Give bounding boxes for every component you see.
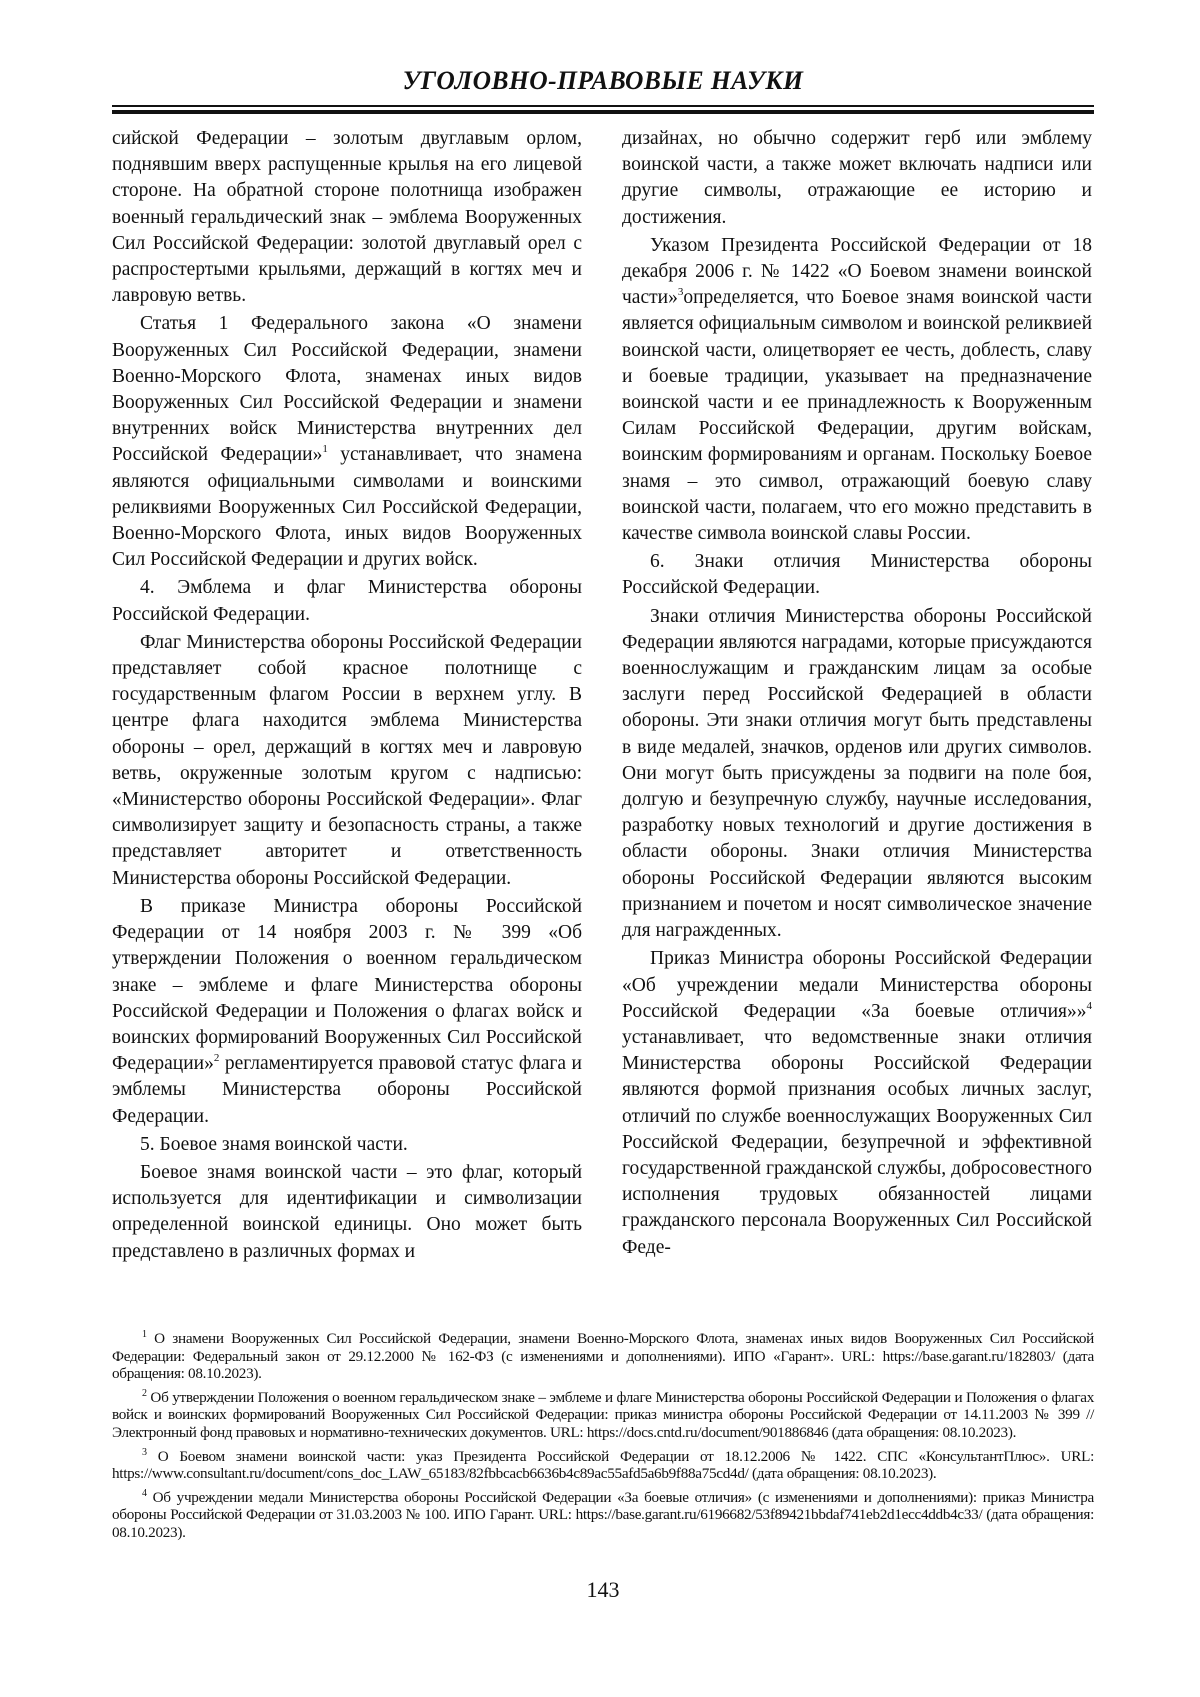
footnote-ref[interactable]: 1 (322, 443, 328, 456)
paragraph: дизайнах, но обычно содержит герб или эмблему воинской части, а также может включать надписи или другие символы, отражающие ее историю и достижения. (622, 128, 1092, 228)
paragraph-text: Статья 1 Федерального закона «О знамени Вооруженных Сил Российской Федерации, знамени Военно-Морского Флота, знаменах иных видов Вооруженных Сил Российской Федерации и знамени внутренних войск Министерства внутренних дел Российской Федерации» (112, 313, 582, 466)
footnote (112, 1489, 1094, 1542)
paragraph (622, 946, 1092, 1260)
page-number: 143 (586, 1577, 620, 1602)
paragraph-text: устанавливает, что ведомственные знаки отличия Министерства обороны Российской Федерации являются формой признания особых личных заслуг, отличий по службе военнослужащих Вооруженных Сил Российской Федерации, безупречной и эффективной государственной гражданской службы, добросовестного исполнения трудовых обязанностей лицами гражданского персонала Вооруженных Сил Российской Феде- (622, 1026, 1092, 1258)
paragraph-text: регламентируется правовой статус флага и эмблемы Министерства обороны Российской Федерации. (112, 1053, 582, 1127)
paragraph-text: В приказе Министра обороны Российской Федерации от 14 ноября 2003 г. № 399 «Об утверждении Положения о военном геральдическом знаке – эмблеме и флаге Министерства обороны Российской Федерации и Положения о флагах войск и воинских формирований Вооруженных Сил Российской Федерации» (112, 895, 582, 1075)
paragraph (622, 233, 1092, 547)
paragraph: Знаки отличия Министерства обороны Российской Федерации являются наградами, которые присуждаются военнослужащим и гражданским лицам за особые заслуги перед Российской Федерацией в области обороны. Эти знаки отличия могут быть представлены в виде медалей, значков, орденов или других символов. Они могут быть присуждены за подвиги на поле боя, долгую и безупречную службу, научные исследования, разработку новых технологий и другие достижения в области обороны. Знаки отличия Министерства обороны Российской Федерации являются высоким признанием и почетом и носят символическое значение для награжденных. (622, 605, 1092, 942)
left-column (112, 126, 582, 1267)
paragraph (112, 311, 582, 573)
footnote-ref[interactable]: 3 (677, 286, 684, 299)
paragraph-text: Указом Президента Российской Федерации от 18 декабря 2006 г. № 1422 «О Боевом знамени воинской части» (622, 234, 1092, 309)
footnotes (112, 1330, 1094, 1548)
footnote-ref[interactable]: 2 (213, 1052, 220, 1065)
footnote-number: 1 (142, 1329, 147, 1340)
paragraph: Боевое знамя воинской части – это флаг, который используется для идентификации и символизации определенной воинской единицы. Оно может быть представлено в различных формах и (112, 1161, 582, 1262)
journal-page (112, 0, 1094, 1697)
paragraph: сийской Федерации – золотым двуглавым орлом, поднявшим вверх распущенные крылья на его лицевой стороне. На обратной стороне полотнища изображен военный геральдический знак – эмблема Вооруженных Сил Российской Федерации: золотой двуглавый орел с распростертыми крыльями, держащий в когтях меч и лавровую ветвь. (112, 128, 582, 307)
paragraph-text: устанавливает, что знамена являются официальными символами и воинскими реликвиями Вооруженных Сил Российской Федерации, Военно-Морского Флота, иных видов Вооруженных Сил Российской Федерации и других войск. (112, 444, 582, 571)
right-column (622, 126, 1092, 1263)
header-rule-thick (112, 110, 1094, 114)
footnote (112, 1389, 1094, 1442)
footnote-text: Об утверждении Положения о военном геральдическом знаке – эмблеме и флаге Министерства обороны Российской Федерации и Положения о флагах войск и воинских формирований Вооруженных Сил Российской Федерации: приказ министра обороны Российской Федерации от 14.11.2003 № 399 // Электронный фонд правовых и нормативно-технических документов. URL: https://docs.cntd.ru/document/901886846 (дата обращения: 08.10.2023). (112, 1388, 1094, 1441)
footnote-ref[interactable]: 4 (1086, 999, 1092, 1012)
section-heading: 5. Боевое знамя воинской части. (140, 1133, 408, 1155)
paragraph (112, 894, 582, 1130)
section-heading: 4. Эмблема и флаг Министерства обороны Российской Федерации. (112, 577, 582, 625)
footnote (112, 1330, 1094, 1383)
footnote-text: Об учреждении медали Министерства обороны Российской Федерации «За боевые отличия» (с изменениями и дополнениями): приказ Министра обороны Российской Федерации от 31.03.2003 № 100. ИПО Гарант. URL: https://base.garant.ru/6196682/53f89421bbdaf741eb2d1ecc4ddb4c33/ (дата обращения: 08.10.2023). (112, 1488, 1094, 1541)
running-head-section-title: УГОЛОВНО-ПРАВОВЫЕ НАУКИ (402, 66, 804, 95)
section-heading: 6. Знаки отличия Министерства обороны Российской Федерации. (622, 551, 1092, 599)
footnote-number: 2 (142, 1387, 147, 1399)
paragraph-text: определяется, что Боевое знамя воинской части является официальным символом и воинской реликвией воинской части, олицетворяет ее честь, доблесть, славу и боевые традиции, указывает на предназначение воинской части и ее принадлежность к Вооруженным Силам Российской Федерации, другим войскам, воинским формированиям и органам. Поскольку Боевое знамя – это символ, отражающий боевую славу воинской части, полагаем, что его можно представить в качестве символа воинской славы России. (622, 287, 1092, 545)
footnote-text: О знамени Вооруженных Сил Российской Федерации, знамени Военно-Морского Флота, знаменах иных видов Вооруженных Сил Российской Федерации: Федеральный закон от 29.12.2000 № 162-ФЗ (с изменениями и дополнениями). ИПО «Гарант». URL: https://base.garant.ru/182803/ (дата обращения: 08.10.2023). (112, 1330, 1094, 1383)
body-columns (112, 126, 1094, 1306)
paragraph: Флаг Министерства обороны Российской Федерации представляет собой красное полотнище с государственным флагом России в верхнем углу. В центре флага находится эмблема Министерства обороны – орел, держащий в когтях меч и лавровую ветвь, окруженные золотым кругом с надписью: «Министерство обороны Российской Федерации». Флаг символизирует защиту и безопасность страны, а также представляет авторитет и ответственность Министерства обороны Российской Федерации. (112, 631, 582, 889)
footnote-number: 3 (142, 1446, 147, 1458)
footnote-text: О Боевом знамени воинской части: указ Президента Российской Федерации от 18.12.2006 № 1422. СПС «КонсультантПлюс». URL: https://www.consultant.ru/document/cons_doc_LAW_65183/82fbbcacb6636b4c89ac55afd5a6b9f88a75cd4d/ (дата обращения: 08.10.2023). (112, 1447, 1094, 1483)
footnote (112, 1448, 1094, 1483)
header-rule-thin (112, 105, 1094, 107)
footnote-number: 4 (142, 1487, 147, 1499)
paragraph-text: Приказ Министра обороны Российской Федерации «Об учреждении медали Министерства обороны Российской Федерации «За боевые отличия»» (622, 948, 1092, 1022)
